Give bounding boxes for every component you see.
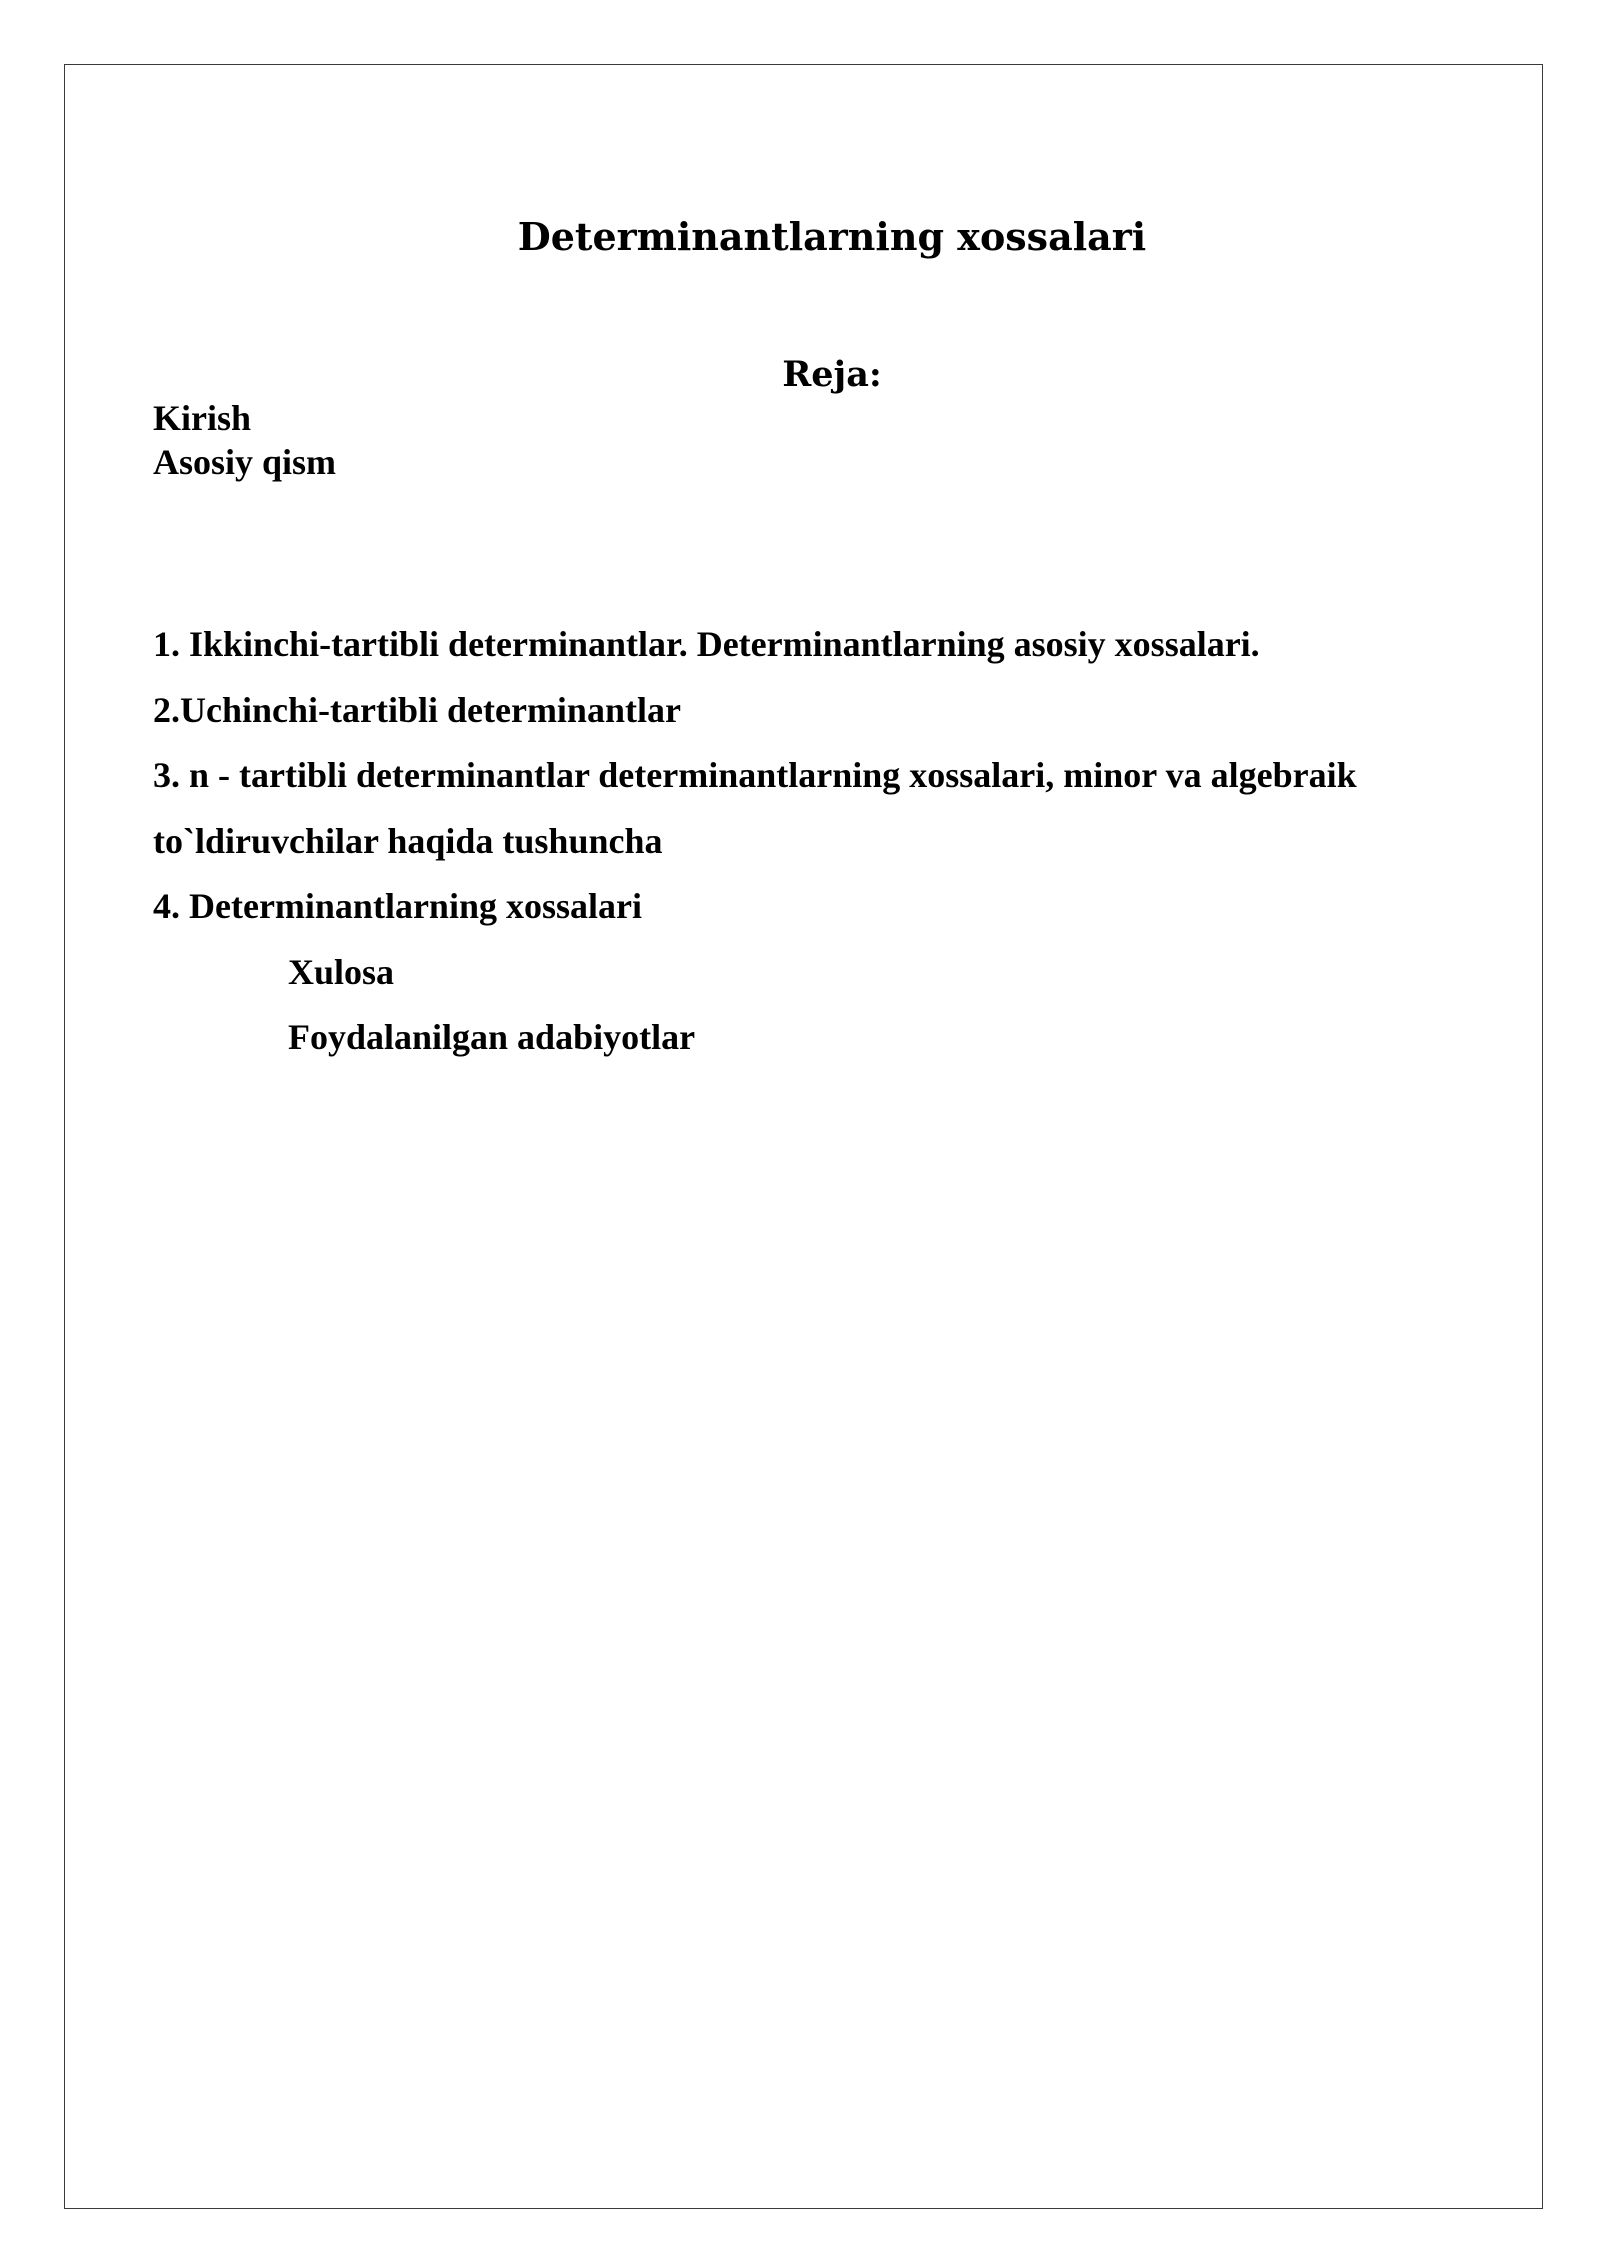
document-title: Determinantlarning xossalari <box>517 214 1147 259</box>
plan-item-3-continuation: to`ldiruvchilar haqida tushuncha <box>153 820 663 861</box>
plan-item-xulosa: Xulosa <box>288 951 395 992</box>
plan-item-1: 1. Ikkinchi-tartibli determinantlar. Determinantlarning asosiy xossalari. <box>153 624 1260 664</box>
plan-item-3: 3. n - tartibli determinantlar determinantlarning xossalari, minor va algebraik <box>153 755 1357 795</box>
plan-item-adabiyotlar: Foydalanilgan adabiyotlar <box>288 1017 696 1057</box>
plan-item-2: 2.Uchinchi-tartibli determinantlar <box>153 689 681 730</box>
plan-heading: Reja: <box>782 354 882 395</box>
intro-item-kirish: Kirish <box>153 398 252 438</box>
plan-list <box>153 612 1503 1071</box>
intro-item-asosiy-qism: Asosiy qism <box>153 442 337 482</box>
plan-item-4: 4. Determinantlarning xossalari <box>153 886 642 926</box>
